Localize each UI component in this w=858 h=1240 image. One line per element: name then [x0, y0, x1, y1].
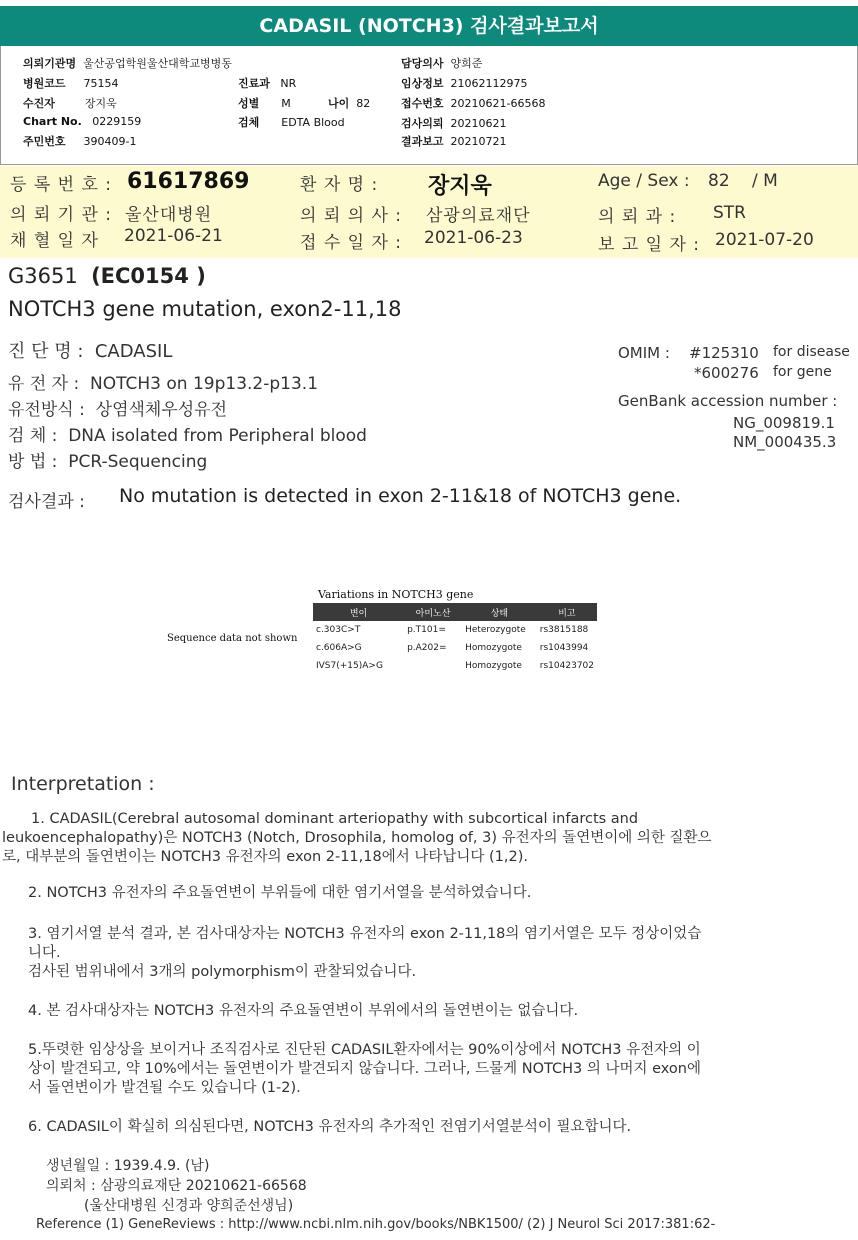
dept-label: 의 뢰 과 : [598, 207, 677, 227]
birth-date: 생년월일 : 1939.4.9. (남) [46, 1158, 210, 1174]
amino-cell: p.T101= [407, 625, 446, 635]
detail-gene: 유 전 자 : NOTCH3 on 19p13.2-p13.1 [8, 374, 319, 394]
interp-line: 서 돌연변이가 발견될 수도 있습니다 (1-2). [28, 1080, 301, 1096]
registration-band [0, 166, 858, 258]
accession-nm: NM_000435.3 [733, 433, 837, 451]
info-age: 나이 82 [328, 97, 371, 110]
info-hospital-code: 병원코드 75154 [23, 77, 119, 90]
omim-label: OMIM : [618, 344, 670, 362]
rs-cell: rs10423702 [539, 661, 594, 671]
interp-line: 6. CADASIL이 확실히 의심된다면, NOTCH3 유전자의 추가적인 전염기서열분석이 필요합니다. [28, 1119, 632, 1135]
detail-method: 방 법 : PCR-Sequencing [8, 452, 208, 472]
info-resident-no: 주민번호 390409-1 [23, 135, 137, 148]
col-variant: 변이 [313, 603, 404, 621]
referrer-note: (울산대병원 신경과 양희준선생님) [84, 1198, 294, 1214]
variations-table [313, 603, 597, 675]
info-receipt-no: 접수번호 20210621-66568 [401, 97, 546, 110]
interp-line: 2. NOTCH3 유전자의 주요돌연변이 부위들에 대한 염기서열을 분석하였습니다. [28, 885, 532, 901]
info-doctor: 담당의사 양희준 [401, 57, 483, 70]
org-value: 울산대병원 [125, 205, 213, 225]
report-date: 2021-07-20 [715, 230, 814, 250]
interpretation-item-1 [2, 810, 838, 867]
info-sex: 성별 M [238, 97, 291, 110]
detail-specimen: 검 체 : DNA isolated from Peripheral blood [8, 426, 367, 446]
variant-cell: IVS7(+15)A>G [316, 661, 383, 671]
accession-ng: NG_009819.1 [733, 414, 835, 432]
amino-cell: p.A202= [407, 643, 447, 653]
receive-label: 접 수 일 자 : [300, 233, 403, 253]
org-label: 의 뢰 기 관 : [10, 205, 113, 225]
interp-line: 5.뚜렷한 임상상을 보이거나 조직검사로 진단된 CADASIL환자에서는 90%이상에서 NOTCH3 유전자의 이 [28, 1042, 701, 1058]
status-cell: Homozygote [465, 661, 522, 671]
test-name: NOTCH3 gene mutation, exon2-11,18 [8, 297, 402, 321]
interp-line: 로, 대부분의 돌연변이는 NOTCH3 유전자의 exon 2-11,18에서 나타납니다 (1,2). [2, 849, 528, 865]
patient-name: 장지욱 [428, 174, 492, 199]
interp-line: 3. 염기서열 분석 결과, 본 검사대상자는 NOTCH3 유전자의 exon 2-11,18의 염기서열은 모두 정상이었습 [28, 926, 702, 942]
report-label: 보 고 일 자 : [598, 235, 701, 255]
rs-cell: rs3815188 [539, 625, 589, 635]
omim-gene-id: *600276 [694, 364, 759, 382]
omim-disease-id: #125310 [689, 344, 759, 362]
interpretation-item-3 [28, 925, 838, 982]
col-note: 비고 [537, 603, 597, 621]
omim-gene-note: for gene [773, 364, 832, 380]
info-chart-no: Chart No. 0229159 [23, 115, 142, 128]
patient-label: 환 자 명 : [300, 175, 379, 195]
interp-line: 검사된 범위내에서 3개의 polymorphism이 관찰되었습니다. [28, 964, 417, 980]
interp-line: 1. CADASIL(Cerebral autosomal dominant arteriopathy with subcortical infarcts and [31, 811, 639, 827]
interp-line: leukoencephalopathy)은 NOTCH3 (Notch, Drosophila, homolog of, 3) 유전자의 돌연변이에 의한 질환으 [2, 830, 712, 846]
info-department: 진료과 NR [238, 77, 297, 90]
collect-label: 채 혈 일 자 [10, 231, 99, 251]
amino-cell [404, 657, 462, 675]
table-row [313, 621, 597, 639]
status-cell: Homozygote [465, 643, 522, 653]
info-specimen: 검체 EDTA Blood [238, 116, 345, 129]
variant-cell: c.303C>T [316, 625, 361, 635]
sex-value: / M [752, 171, 778, 191]
detail-diagnosis: 진 단 명 : CADASIL [8, 341, 173, 362]
interpretation-item-4 [28, 1002, 838, 1021]
variant-cell: c.606A>G [316, 643, 362, 653]
reg-no: 61617869 [127, 169, 250, 194]
age-sex-label: Age / Sex : [598, 171, 690, 191]
result-label: 검사결과 : [8, 492, 85, 512]
interpretation-item-5 [28, 1041, 838, 1098]
result-text: No mutation is detected in exon 2-11&18 of NOTCH3 gene. [119, 485, 682, 507]
table-row [313, 657, 597, 675]
interpretation-item-2 [28, 884, 838, 903]
collect-date: 2021-06-21 [124, 226, 223, 246]
referrer: 의뢰처 : 삼광의료재단 20210621-66568 [46, 1178, 307, 1194]
doctor-value: 삼광의료재단 [426, 206, 531, 226]
detail-inheritance: 유전방식 : 상염색체우성유전 [8, 400, 228, 420]
col-amino-acid: 아미노산 [404, 603, 462, 621]
test-code: G3651 (EC0154 ) [8, 264, 206, 288]
variations-title: Variations in NOTCH3 gene [318, 588, 474, 601]
variations-header-row [313, 603, 597, 621]
interp-line: 니다. [28, 945, 61, 961]
info-request-date: 검사의뢰 20210621 [401, 117, 507, 130]
reference: Reference (1) GeneReviews : http://www.ncbi.nlm.nih.gov/books/NBK1500/ (2) J Neurol Sci 2017:381:62- [36, 1217, 716, 1232]
col-status: 상태 [462, 603, 537, 621]
reg-no-label: 등 록 번 호 : [10, 175, 113, 195]
table-row [313, 639, 597, 657]
status-cell: Heterozygote [465, 625, 526, 635]
info-patient: 수진자 장지욱 [23, 97, 117, 110]
info-institution: 의뢰기관명 울산공업학원울산대학교병병동 [23, 57, 232, 70]
interpretation-item-6 [28, 1118, 838, 1137]
age-value: 82 [708, 171, 730, 191]
info-report-date: 결과보고 20210721 [401, 135, 507, 148]
genbank-label: GenBank accession number : [618, 392, 838, 410]
info-clinical: 임상정보 21062112975 [401, 77, 528, 90]
interp-line: 4. 본 검사대상자는 NOTCH3 유전자의 주요돌연변이 부위에서의 돌연변이는 없습니다. [28, 1003, 579, 1019]
rs-cell: rs1043994 [539, 643, 589, 653]
interp-line: 상이 발견되고, 약 10%에서는 돌연변이가 발견되지 않습니다. 그러나, 드물게 NOTCH3 의 나머지 exon에 [28, 1061, 701, 1077]
interpretation-title: Interpretation : [11, 773, 155, 795]
patient-info-box [0, 46, 858, 165]
omim-disease-note: for disease [773, 344, 850, 360]
doctor-label: 의 뢰 의 사 : [300, 206, 403, 226]
report-title: CADASIL (NOTCH3) 검사결과보고서 [0, 6, 858, 46]
sequence-note: Sequence data not shown [167, 633, 298, 644]
dept-value: STR [713, 203, 746, 223]
receive-date: 2021-06-23 [424, 228, 523, 248]
